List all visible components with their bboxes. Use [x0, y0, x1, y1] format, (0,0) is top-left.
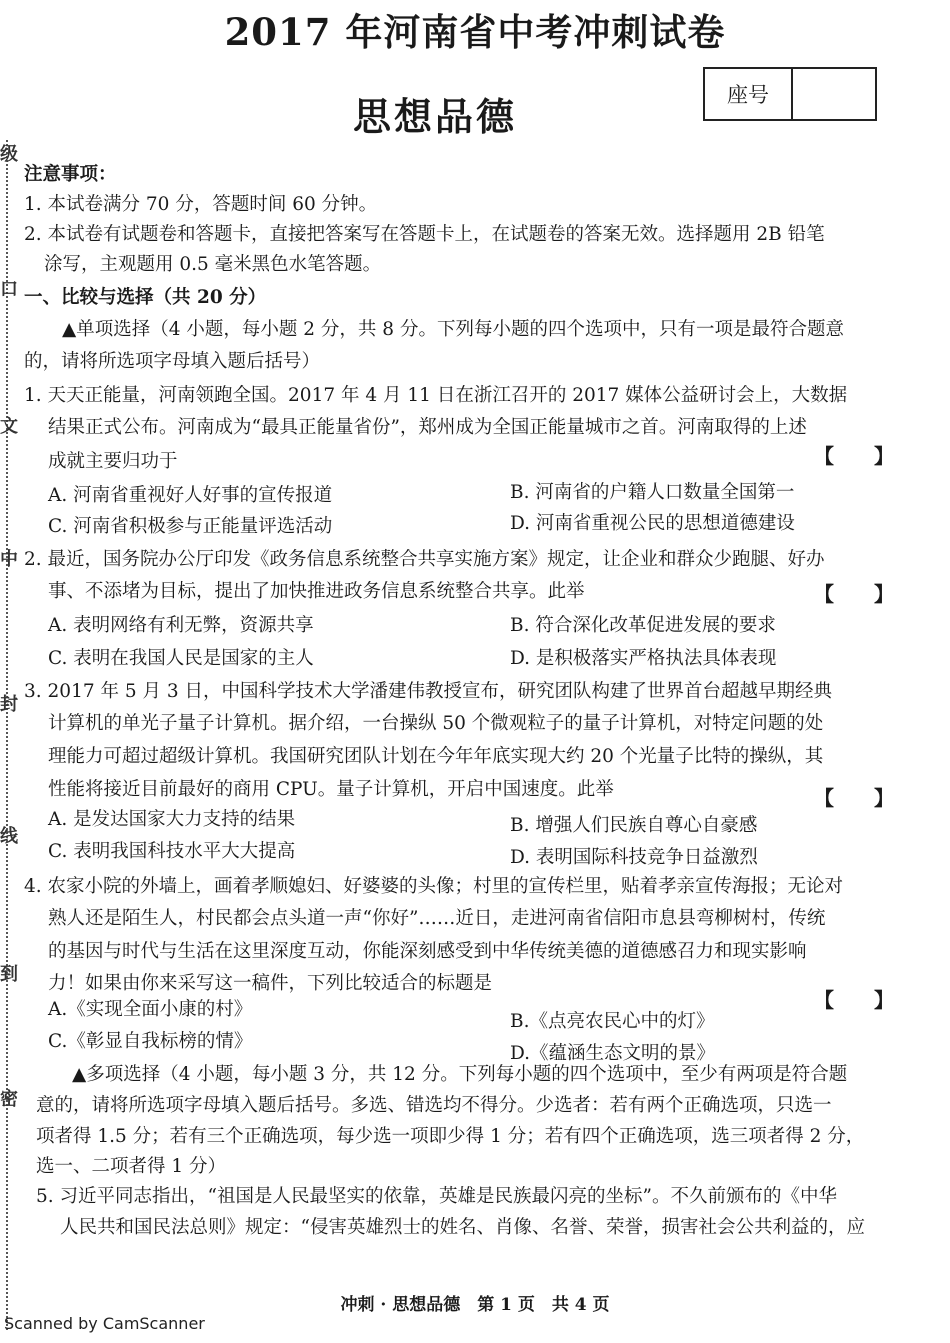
question-1-text: 结果正式公布。河南成为“最具正能量省份”，郑州成为全国正能量城市之首。河南取得的上述 — [48, 417, 807, 438]
note-item: 1. 本试卷满分 70 分，答题时间 60 分钟。 — [24, 194, 378, 215]
answer-bracket[interactable]: 【 】 — [814, 988, 894, 1012]
answer-bracket[interactable]: 【 】 — [814, 786, 894, 810]
question-2-text: 2. 最近，国务院办公厅印发《政务信息系统整合共享实施方案》规定，让企业和群众少跑腿、好办 — [24, 549, 825, 570]
subject-title: 思想品德 — [352, 95, 517, 139]
question-3-text: 计算机的单光子量子计算机。据介绍，一台操纵 50 个微观粒子的量子计算机，对特定问题的处 — [48, 713, 824, 734]
seat-value-field[interactable] — [793, 69, 875, 119]
question-1-text: 1. 天天正能量，河南领跑全国。2017 年 4 月 11 日在浙江召开的 2017 媒体公益研讨会上，大数据 — [24, 385, 848, 406]
question-3-text: 3. 2017 年 5 月 3 日，中国科学技术大学潘建伟教授宣布，研究团队构建了世界首台超越早期经典 — [24, 681, 833, 702]
margin-char: 密 — [0, 1089, 18, 1110]
instruction-text: 的，请将所选项字母填入题后括号） — [24, 351, 321, 372]
instruction-text: ▲单项选择（4 小题，每小题 2 分，共 8 分。下列每小题的四个选项中，只有一项是最符合题意 — [62, 319, 844, 340]
question-5-text: 人民共和国民法总则》规定：“侵害英雄烈士的姓名、肖像、名誉、荣誉，损害社会公共利益的，应 — [60, 1217, 865, 1238]
margin-char: 文 — [0, 416, 18, 437]
option-b: B. 符合深化改革促进发展的要求 — [510, 615, 776, 636]
margin-char: 线 — [0, 826, 18, 847]
question-4-text: 4. 农家小院的外墙上，画着孝顺媳妇、好婆婆的头像；村里的宣传栏里，贴着孝亲宣传海报；无论对 — [24, 876, 844, 897]
margin-char: 到 — [0, 964, 18, 985]
section-heading: 一、比较与选择（共 20 分） — [24, 287, 267, 308]
question-4-text: 力！如果由你来采写这一稿件，下列比较适合的标题是 — [48, 973, 493, 994]
question-1-text: 成就主要归功于 — [48, 451, 178, 472]
exam-title: 2017 年河南省中考冲刺试卷 — [224, 10, 726, 54]
answer-bracket[interactable]: 【 】 — [814, 582, 894, 606]
question-4-text: 熟人还是陌生人，村民都会点头道一声“你好”……近日，走进河南省信阳市息县弯柳树村，传统 — [48, 908, 826, 929]
page-footer: 冲刺 · 思想品德 第 1 页 共 4 页 — [340, 1295, 610, 1315]
binding-margin-line — [6, 140, 8, 1330]
option-b: B. 河南省的户籍人口数量全国第一 — [510, 482, 795, 503]
margin-char: 口 — [0, 279, 18, 300]
option-d: D.《蕴涵生态文明的景》 — [510, 1043, 716, 1064]
option-d: D. 河南省重视公民的思想道德建设 — [510, 513, 795, 534]
question-5-text: 5. 习近平同志指出，“祖国是人民最坚实的依靠，英雄是民族最闪亮的坐标”。不久前颁布的《中华 — [36, 1186, 837, 1207]
question-4-text: 的基因与时代与生活在这里深度互动，你能深刻感受到中华传统美德的道德感召力和现实影响 — [48, 941, 807, 962]
option-d: D. 表明国际科技竞争日益激烈 — [510, 847, 758, 868]
scanner-watermark: Scanned by CamScanner — [4, 1314, 205, 1333]
option-c: C. 表明在我国人民是国家的主人 — [48, 648, 314, 669]
note-item: 2. 本试卷有试题卷和答题卡，直接把答案写在答题卡上，在试题卷的答案无效。选择题用 2B 铅笔 — [24, 224, 825, 245]
option-d: D. 是积极落实严格执法具体表现 — [510, 648, 777, 669]
option-a: A. 河南省重视好人好事的宣传报道 — [48, 485, 333, 506]
option-c: C.《彰显自我标榜的情》 — [48, 1031, 253, 1052]
margin-char: 中 — [0, 549, 18, 570]
answer-bracket[interactable]: 【 】 — [814, 444, 894, 468]
option-c: C. 表明我国科技水平大大提高 — [48, 841, 296, 862]
question-2-text: 事、不添堵为目标，提出了加快推进政务信息系统整合共享。此举 — [48, 581, 585, 602]
margin-char: 封 — [0, 694, 18, 715]
instruction-text: 选一、二项者得 1 分） — [36, 1156, 227, 1177]
option-a: A.《实现全面小康的村》 — [48, 999, 253, 1020]
question-3-text: 理能力可超过超级计算机。我国研究团队计划在今年年底实现大约 20 个光量子比特的操纵，其 — [48, 746, 824, 767]
notes-heading: 注意事项： — [24, 164, 117, 185]
question-3-text: 性能将接近目前最好的商用 CPU。量子计算机，开启中国速度。此举 — [48, 779, 614, 800]
seat-label: 座号 — [705, 69, 793, 119]
margin-char: 级 — [0, 144, 18, 165]
option-b: B. 增强人们民族自尊心自豪感 — [510, 815, 758, 836]
instruction-text: 意的，请将所选项字母填入题后括号。多选、错选均不得分。少选者：若有两个正确选项，只选一 — [36, 1095, 832, 1116]
option-a: A. 是发达国家大力支持的结果 — [48, 809, 296, 830]
note-item: 涂写，主观题用 0.5 毫米黑色水笔答题。 — [44, 254, 382, 275]
option-b: B.《点亮农民心中的灯》 — [510, 1011, 715, 1032]
instruction-text: ▲多项选择（4 小题，每小题 3 分，共 12 分。下列每小题的四个选项中，至少有两项是符合题 — [72, 1064, 848, 1085]
instruction-text: 项者得 1.5 分；若有三个正确选项，每少选一项即少得 1 分；若有四个正确选项，选三项者得 2 分， — [36, 1126, 865, 1147]
option-c: C. 河南省积极参与正能量评选活动 — [48, 516, 333, 537]
seat-number-box — [703, 67, 877, 121]
option-a: A. 表明网络有利无弊，资源共享 — [48, 615, 314, 636]
